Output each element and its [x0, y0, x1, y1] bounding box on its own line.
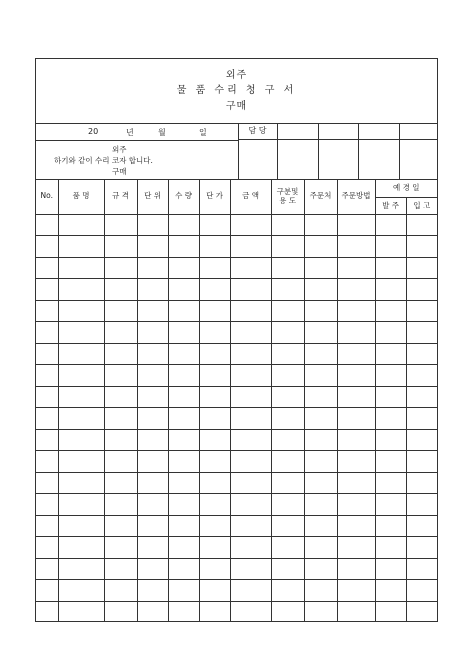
approval-cell: [319, 123, 359, 140]
table-cell[interactable]: [337, 408, 375, 430]
header-spec: 규 격: [104, 179, 137, 214]
table-cell[interactable]: [58, 214, 104, 236]
table-cell[interactable]: [304, 472, 337, 494]
table-cell[interactable]: [337, 601, 375, 622]
table-cell[interactable]: [271, 408, 304, 430]
table-cell[interactable]: [168, 515, 199, 537]
table-cell[interactable]: [375, 343, 406, 365]
table-cell[interactable]: [168, 537, 199, 559]
table-cell[interactable]: [199, 515, 230, 537]
table-cell[interactable]: [104, 494, 137, 516]
signature-cell: [400, 140, 437, 179]
table-cell[interactable]: [375, 322, 406, 344]
table-cell[interactable]: [375, 386, 406, 408]
table-cell[interactable]: [36, 300, 58, 322]
table-cell[interactable]: [58, 601, 104, 622]
table-row: [36, 451, 437, 473]
table-cell[interactable]: [137, 558, 168, 580]
table-row: [36, 279, 437, 301]
table-row: [36, 408, 437, 430]
table-cell[interactable]: [199, 558, 230, 580]
table-cell[interactable]: [36, 601, 58, 622]
table-cell[interactable]: [230, 300, 271, 322]
table-cell[interactable]: [168, 386, 199, 408]
table-cell[interactable]: [199, 408, 230, 430]
table-row: [36, 472, 437, 494]
table-cell[interactable]: [36, 236, 58, 258]
table-cell[interactable]: [406, 451, 437, 473]
table-cell[interactable]: [406, 257, 437, 279]
table-cell[interactable]: [36, 451, 58, 473]
items-table-body: [36, 214, 437, 622]
approval-label: 담 당: [238, 123, 278, 140]
table-cell[interactable]: [375, 365, 406, 387]
request-line-1: 외주: [112, 145, 127, 154]
table-cell[interactable]: [230, 429, 271, 451]
table-cell[interactable]: [337, 300, 375, 322]
table-cell[interactable]: [36, 343, 58, 365]
table-cell[interactable]: [230, 214, 271, 236]
table-cell[interactable]: [271, 451, 304, 473]
table-cell[interactable]: [168, 451, 199, 473]
table-cell[interactable]: [58, 322, 104, 344]
form-header: [36, 59, 437, 124]
request-line-3: 구매: [112, 167, 127, 176]
table-cell[interactable]: [406, 580, 437, 602]
table-cell[interactable]: [168, 472, 199, 494]
table-row: [36, 537, 437, 559]
table-cell[interactable]: [304, 300, 337, 322]
table-cell[interactable]: [137, 279, 168, 301]
table-cell[interactable]: [36, 257, 58, 279]
table-cell[interactable]: [304, 451, 337, 473]
table-cell[interactable]: [271, 365, 304, 387]
header-receive: 입 고: [406, 197, 437, 214]
table-cell[interactable]: [36, 322, 58, 344]
table-cell[interactable]: [230, 601, 271, 622]
header-amount: 금 액: [230, 179, 271, 214]
signature-cell: [278, 140, 319, 179]
table-row: [36, 236, 437, 258]
table-cell[interactable]: [230, 494, 271, 516]
form-title: 물 품 수리 청 구 서: [176, 85, 297, 96]
table-cell[interactable]: [168, 580, 199, 602]
table-row: [36, 580, 437, 602]
table-cell[interactable]: [337, 214, 375, 236]
table-cell[interactable]: [58, 365, 104, 387]
table-row: [36, 257, 437, 279]
table-cell[interactable]: [36, 214, 58, 236]
table-cell[interactable]: [375, 236, 406, 258]
table-cell[interactable]: [337, 365, 375, 387]
table-cell[interactable]: [337, 558, 375, 580]
table-cell[interactable]: [406, 214, 437, 236]
table-cell[interactable]: [375, 408, 406, 430]
table-cell[interactable]: [104, 365, 137, 387]
repair-request-form: [35, 58, 438, 622]
table-cell[interactable]: [104, 429, 137, 451]
date-row: [36, 123, 238, 141]
table-cell[interactable]: [304, 257, 337, 279]
signature-cell: [319, 140, 359, 179]
table-cell[interactable]: [36, 279, 58, 301]
table-cell[interactable]: [36, 365, 58, 387]
request-line-2: 하기와 같이 수리 코자 합니다.: [54, 156, 153, 165]
table-cell[interactable]: [230, 558, 271, 580]
table-cell[interactable]: [375, 494, 406, 516]
table-cell[interactable]: [304, 322, 337, 344]
header-qty: 수 량: [168, 179, 199, 214]
table-cell[interactable]: [337, 451, 375, 473]
table-cell[interactable]: [104, 214, 137, 236]
table-cell[interactable]: [199, 365, 230, 387]
table-cell[interactable]: [230, 343, 271, 365]
table-cell[interactable]: [375, 429, 406, 451]
table-cell[interactable]: [137, 236, 168, 258]
header-vendor: 주문처: [304, 179, 337, 214]
table-cell[interactable]: [375, 472, 406, 494]
table-cell[interactable]: [271, 580, 304, 602]
table-cell[interactable]: [58, 279, 104, 301]
table-cell[interactable]: [36, 558, 58, 580]
header-usage-bottom: 용 도: [279, 196, 296, 206]
table-cell[interactable]: [199, 322, 230, 344]
table-cell[interactable]: [58, 429, 104, 451]
table-cell[interactable]: [230, 580, 271, 602]
table-cell[interactable]: [375, 279, 406, 301]
table-cell[interactable]: [337, 515, 375, 537]
items-table: [36, 179, 437, 622]
title-line-1: 외주: [225, 70, 248, 81]
table-cell[interactable]: [36, 429, 58, 451]
table-cell[interactable]: [137, 515, 168, 537]
table-cell[interactable]: [168, 236, 199, 258]
table-cell[interactable]: [58, 558, 104, 580]
table-cell[interactable]: [36, 515, 58, 537]
date-year: 20: [88, 127, 99, 136]
table-cell[interactable]: [199, 601, 230, 622]
table-cell[interactable]: [137, 429, 168, 451]
table-row: [36, 322, 437, 344]
approval-box: [238, 123, 437, 179]
table-cell[interactable]: [230, 365, 271, 387]
table-cell[interactable]: [168, 322, 199, 344]
header-unit: 단 위: [137, 179, 168, 214]
table-cell[interactable]: [230, 236, 271, 258]
table-cell[interactable]: [104, 408, 137, 430]
table-cell[interactable]: [271, 257, 304, 279]
table-cell[interactable]: [271, 472, 304, 494]
table-row: [36, 429, 437, 451]
table-cell[interactable]: [406, 515, 437, 537]
table-cell[interactable]: [375, 451, 406, 473]
table-row: [36, 343, 437, 365]
table-cell[interactable]: [304, 408, 337, 430]
approval-cell: [359, 123, 400, 140]
table-cell[interactable]: [406, 343, 437, 365]
table-row: [36, 494, 437, 516]
table-cell[interactable]: [199, 580, 230, 602]
table-cell[interactable]: [137, 451, 168, 473]
table-cell[interactable]: [104, 343, 137, 365]
table-cell[interactable]: [230, 279, 271, 301]
table-cell[interactable]: [304, 601, 337, 622]
table-cell[interactable]: [375, 300, 406, 322]
table-cell[interactable]: [58, 408, 104, 430]
table-cell[interactable]: [168, 494, 199, 516]
table-cell[interactable]: [104, 515, 137, 537]
table-cell[interactable]: [104, 580, 137, 602]
table-cell[interactable]: [304, 386, 337, 408]
table-cell[interactable]: [199, 472, 230, 494]
table-cell[interactable]: [104, 558, 137, 580]
table-cell[interactable]: [271, 214, 304, 236]
table-cell[interactable]: [375, 601, 406, 622]
table-cell[interactable]: [375, 214, 406, 236]
table-cell[interactable]: [271, 300, 304, 322]
table-cell[interactable]: [230, 472, 271, 494]
table-cell[interactable]: [406, 601, 437, 622]
table-cell[interactable]: [36, 580, 58, 602]
request-block: [36, 123, 239, 179]
table-cell[interactable]: [406, 386, 437, 408]
table-cell[interactable]: [137, 322, 168, 344]
table-cell[interactable]: [304, 537, 337, 559]
table-cell[interactable]: [58, 236, 104, 258]
table-cell[interactable]: [168, 343, 199, 365]
table-cell[interactable]: [137, 300, 168, 322]
table-cell[interactable]: [337, 279, 375, 301]
header-method: 주문방법: [337, 179, 375, 214]
table-cell[interactable]: [304, 558, 337, 580]
table-cell[interactable]: [137, 343, 168, 365]
table-cell[interactable]: [375, 257, 406, 279]
table-cell[interactable]: [168, 429, 199, 451]
table-cell[interactable]: [271, 558, 304, 580]
table-cell[interactable]: [104, 300, 137, 322]
header-schedule: 예 경 일: [375, 179, 437, 197]
table-cell[interactable]: [199, 236, 230, 258]
table-cell[interactable]: [271, 279, 304, 301]
table-cell[interactable]: [230, 257, 271, 279]
header-item: 품 명: [58, 179, 104, 214]
table-row: [36, 365, 437, 387]
table-cell[interactable]: [199, 386, 230, 408]
table-cell[interactable]: [304, 236, 337, 258]
table-row: [36, 601, 437, 622]
table-cell[interactable]: [168, 257, 199, 279]
table-cell[interactable]: [104, 257, 137, 279]
table-cell[interactable]: [406, 472, 437, 494]
table-cell[interactable]: [58, 386, 104, 408]
table-cell[interactable]: [168, 408, 199, 430]
title-line-3: 구매: [225, 101, 248, 112]
table-cell[interactable]: [304, 580, 337, 602]
date-year-unit: 년: [126, 128, 134, 137]
table-cell[interactable]: [137, 408, 168, 430]
table-cell[interactable]: [199, 257, 230, 279]
table-cell[interactable]: [271, 322, 304, 344]
table-cell[interactable]: [304, 429, 337, 451]
table-cell[interactable]: [36, 494, 58, 516]
table-cell[interactable]: [337, 386, 375, 408]
table-cell[interactable]: [199, 300, 230, 322]
table-cell[interactable]: [36, 408, 58, 430]
table-cell[interactable]: [58, 494, 104, 516]
table-cell[interactable]: [58, 300, 104, 322]
table-cell[interactable]: [199, 279, 230, 301]
table-cell[interactable]: [104, 386, 137, 408]
table-cell[interactable]: [337, 343, 375, 365]
table-cell[interactable]: [104, 472, 137, 494]
table-cell[interactable]: [406, 429, 437, 451]
table-cell[interactable]: [104, 279, 137, 301]
table-cell[interactable]: [137, 214, 168, 236]
table-cell[interactable]: [406, 365, 437, 387]
table-cell[interactable]: [137, 257, 168, 279]
table-cell[interactable]: [230, 408, 271, 430]
table-cell[interactable]: [168, 601, 199, 622]
table-cell[interactable]: [199, 494, 230, 516]
table-cell[interactable]: [406, 300, 437, 322]
table-cell[interactable]: [337, 472, 375, 494]
table-cell[interactable]: [337, 322, 375, 344]
table-cell[interactable]: [199, 429, 230, 451]
table-cell[interactable]: [230, 515, 271, 537]
table-cell[interactable]: [375, 537, 406, 559]
table-cell[interactable]: [199, 343, 230, 365]
table-cell[interactable]: [375, 558, 406, 580]
table-cell[interactable]: [58, 537, 104, 559]
table-cell[interactable]: [137, 386, 168, 408]
table-cell[interactable]: [406, 408, 437, 430]
table-cell[interactable]: [406, 279, 437, 301]
table-cell[interactable]: [271, 343, 304, 365]
table-cell[interactable]: [304, 515, 337, 537]
table-cell[interactable]: [36, 472, 58, 494]
header-price: 단 가: [199, 179, 230, 214]
table-row: [36, 515, 437, 537]
table-cell[interactable]: [406, 494, 437, 516]
table-cell[interactable]: [304, 494, 337, 516]
table-row: [36, 214, 437, 236]
table-cell[interactable]: [58, 257, 104, 279]
table-cell[interactable]: [199, 537, 230, 559]
table-cell[interactable]: [199, 451, 230, 473]
table-cell[interactable]: [406, 322, 437, 344]
table-cell[interactable]: [230, 322, 271, 344]
table-cell[interactable]: [168, 279, 199, 301]
table-cell[interactable]: [271, 515, 304, 537]
table-cell[interactable]: [271, 494, 304, 516]
table-cell[interactable]: [406, 537, 437, 559]
signature-cell: [238, 140, 278, 179]
table-cell[interactable]: [199, 214, 230, 236]
header-usage: [271, 179, 304, 214]
table-cell[interactable]: [304, 365, 337, 387]
table-cell[interactable]: [337, 429, 375, 451]
info-section: [36, 123, 437, 180]
table-cell[interactable]: [271, 236, 304, 258]
table-row: [36, 300, 437, 322]
table-cell[interactable]: [36, 386, 58, 408]
table-cell[interactable]: [304, 214, 337, 236]
table-cell[interactable]: [58, 515, 104, 537]
table-cell[interactable]: [58, 580, 104, 602]
table-cell[interactable]: [304, 279, 337, 301]
table-cell[interactable]: [168, 365, 199, 387]
table-cell[interactable]: [375, 515, 406, 537]
table-cell[interactable]: [304, 343, 337, 365]
table-cell[interactable]: [230, 451, 271, 473]
table-cell[interactable]: [271, 601, 304, 622]
table-cell[interactable]: [104, 322, 137, 344]
table-cell[interactable]: [406, 236, 437, 258]
table-cell[interactable]: [337, 580, 375, 602]
table-cell[interactable]: [58, 472, 104, 494]
signature-cell: [359, 140, 400, 179]
table-cell[interactable]: [337, 236, 375, 258]
table-cell[interactable]: [58, 343, 104, 365]
date-month: 월: [158, 128, 166, 137]
table-cell[interactable]: [337, 537, 375, 559]
table-cell[interactable]: [104, 451, 137, 473]
table-row: [36, 386, 437, 408]
table-row: [36, 558, 437, 580]
table-cell[interactable]: [337, 257, 375, 279]
table-cell[interactable]: [137, 494, 168, 516]
date-day: 일: [199, 128, 207, 137]
table-cell[interactable]: [104, 236, 137, 258]
table-cell[interactable]: [168, 214, 199, 236]
header-no: No.: [36, 179, 58, 214]
table-cell[interactable]: [337, 494, 375, 516]
table-cell[interactable]: [137, 580, 168, 602]
table-cell[interactable]: [271, 537, 304, 559]
table-cell[interactable]: [271, 386, 304, 408]
table-cell[interactable]: [137, 537, 168, 559]
table-cell[interactable]: [230, 386, 271, 408]
table-cell[interactable]: [271, 429, 304, 451]
table-cell[interactable]: [137, 365, 168, 387]
approval-cell: [400, 123, 437, 140]
table-cell[interactable]: [58, 451, 104, 473]
table-cell[interactable]: [36, 537, 58, 559]
table-cell[interactable]: [230, 537, 271, 559]
header-order: 발 주: [375, 197, 406, 214]
header-usage-top: 구분및: [276, 186, 299, 196]
approval-cell: [278, 123, 319, 140]
table-cell[interactable]: [137, 472, 168, 494]
table-cell[interactable]: [104, 537, 137, 559]
table-cell[interactable]: [137, 601, 168, 622]
table-cell[interactable]: [104, 601, 137, 622]
table-cell[interactable]: [168, 558, 199, 580]
table-cell[interactable]: [168, 300, 199, 322]
table-cell[interactable]: [375, 580, 406, 602]
table-cell[interactable]: [406, 558, 437, 580]
